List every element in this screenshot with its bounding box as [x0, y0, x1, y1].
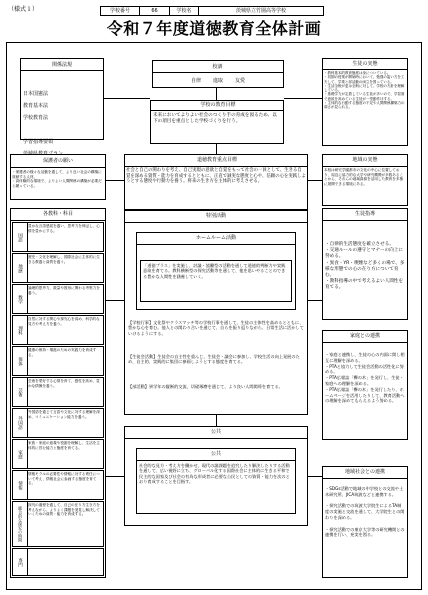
subject-row	[12, 315, 104, 345]
public-header: 公共	[196, 428, 236, 436]
motto-value: 自律	[190, 78, 201, 84]
guidance-header: 生徒指導	[340, 210, 390, 218]
school-name-value: 茨城県立竹園高等学校	[198, 6, 324, 16]
law-item: 教育基本法	[23, 103, 49, 109]
subjects-header: 各教科・科目	[30, 210, 86, 218]
student-status-header: 生徒の実態	[340, 60, 390, 68]
homeroom-header: ホームルーム活動	[176, 234, 256, 242]
subject-desc: 外国語を通じて言語や文化に対する理解を深め、コミュニケーション能力を養う。	[28, 410, 100, 419]
subject-desc	[28, 550, 102, 574]
subject-name: 芸術	[13, 378, 28, 406]
subject-desc: 家族・家庭の意義や役割を理解し、生活を主体的に営む能力と態度を育てる。	[28, 441, 100, 450]
subject-row	[12, 501, 104, 547]
subject-desc: 論理的思考力、数量や図形に関わる考察力を養う。	[28, 286, 100, 295]
school-events-text: 【学校行事】文化祭やクラスマッチ等の学校行事を通して、生徒の主体性を高めるとともに、豊かな心を育む。他人との関わり合いを通じて、自らを振り返りながら、日常生活に活かしていけるようにする。	[128, 320, 304, 336]
subject-desc: 探究の過程を通して、自己の在り方生き方を考えながら、よりよく課題を発見し解決していくための資質・能力を育成する。	[28, 503, 100, 516]
subject-desc: 健康の保持・増進のための実践力を育成する。	[28, 348, 97, 357]
laws-header: 関係法規	[35, 61, 89, 70]
subject-name: 総合的な探究の時間	[13, 502, 28, 546]
guidance-text: ・自律的生活態度を確立させる。 ・交通ルールの遵守とマナーの向上に努める。 ・異食・YR・喫煙など多くの場で、多様な形態での心の在り方について育む。 ・教科指導の中で考えるよい人間性を育てる。	[325, 242, 405, 291]
subject-name: 地歴	[13, 254, 28, 282]
subject-name: 国語	[13, 223, 28, 251]
form-label: （様式１）	[8, 6, 39, 13]
moral-goal-header: 道徳教育重点目標	[172, 156, 262, 164]
subject-desc: 自然に対する関心や探究心を高め、科学的な見方や考え方を養う。	[28, 317, 100, 326]
subject-desc: 歴史・文化を理解し、国際社会に主体的に生きる教養と資質を養う。	[28, 255, 100, 264]
student-status-text: ・教科基本的教育態度は身についている。 ・初期の授業が開始時において、勉強の姿い方を工夫して、学業と部活動の両立を図っている。 ・生活全般が更は全般に対して、学校の方針を理解している。 ・基礎学力が定着している生徒が多いので、学習面で意欲を高めている生徒が一堂動作ほする。 ・主体的な行動する態度の不足や人間関係構築力の弱さが見られる。	[324, 71, 405, 110]
subject-name: 保体	[13, 347, 28, 375]
motto-header: 校訓	[195, 63, 240, 72]
school-number-value: 66	[139, 6, 170, 16]
law-item: 学校教育法	[23, 115, 49, 121]
school-name-label: 学校名	[169, 6, 199, 16]
subject-row	[12, 253, 104, 283]
community-text: 本校は研究学園都市の文化の中心に位置しており、周辺に協力的な大学や研究機関が多数あることから、それらの地域資源を活用した教育を多様に展開できる環境にある。	[324, 168, 404, 186]
community-header: 地域の実態	[340, 156, 390, 164]
subject-row	[12, 377, 104, 407]
subject-name: 理科	[13, 316, 28, 344]
subject-desc: 情報モラルの必要性や情報に対する責任について考え、情報社会に参画する態度を育てる。	[28, 472, 100, 485]
public-inner-header: 公共	[196, 450, 236, 458]
subject-desc: 豊かな言語感覚を養い、思考力を伸ばし、心情を豊かにする。	[28, 224, 100, 233]
subject-row	[12, 284, 104, 314]
subject-row	[12, 346, 104, 376]
subject-row	[12, 439, 104, 469]
law-item: 学習指導要領	[23, 139, 54, 145]
parents-wishes-text: ・保護者の様々な活動を通して、より良い社会の構築に貢献する人材。 ・高体験的な環境で、よりよい人間関係の構築が必要だと願っている。	[12, 170, 102, 188]
subject-row	[12, 548, 104, 576]
special-activities-header: 特別活動	[188, 212, 244, 220]
subject-desc: 芸術を愛好する心情を育て、感性を高め、豊かな情操を養う。	[28, 379, 100, 388]
laws-list	[23, 85, 101, 145]
home-coop-text: ・家庭と連携し、生徒の心の内面に関し相互に理解を深める。 ・PTAと協力して生徒会活動の活性化に努める。 ・PTA広報誌「欅の木」を発行し、生徒・家庭への理解を深める。 ・PTA広報誌「欅の木」を発行したり、ホームページを活用したりして、教育活動への理解を深めてもらえるよう努める。	[325, 352, 405, 404]
moral-goal-text: 社会と自己の関わりを考え、自己実現の意欲と自覚をもって社会の一員として、生きる自覚を深める資質・能力を育成するとともに、正直で誠実な態度と心や、信頼の心を実践しようとする態度や行動力を養う。将来の生き方を主体的に考えさせる。	[126, 168, 306, 185]
community-coop-text: ・SDGs活動で地域の中学校との交流や土木研究所、JICA筑波などと連携する。 ・探究活動での筑波大学院生によるTA制度の実施と交流を通して、大学院生との関わりを深める。 ・探究活動での東京大学等の研究機関との連携を行い、充実を図る。	[325, 486, 405, 538]
motto-value: 進取	[212, 78, 223, 84]
club-text: 【部活動】異学年の縦断的交流、切磋琢磨を通じて、より良い人間関係を育てる。	[128, 384, 283, 389]
law-item	[23, 127, 101, 133]
subject-row	[12, 470, 104, 500]
law-item: 日本国憲法	[23, 91, 49, 97]
home-coop-header: 家庭との連携	[336, 332, 394, 340]
school-goal-text: 未来においてよりよい社会のつくり手の育成を図るため、以下の項目を重点とした学校づくりを行う。	[153, 113, 277, 124]
subject-row	[12, 222, 104, 252]
community-coop-header: 地域社会との連携	[332, 468, 398, 476]
motto-value: 友愛	[235, 78, 246, 84]
parents-wishes-header: 保護者の願い	[28, 157, 88, 165]
student-council-text: 【生徒会活動】生徒会の自主性を重んじ、生徒会・議会に参加し、学校生活の向上発展のため、自主的、実践的に集団に参画しようとする態度を育てる。	[128, 354, 300, 365]
subject-name: 外国語	[13, 409, 28, 437]
subject-name: 専門	[13, 549, 28, 575]
homeroom-text: 「道徳プラス」を実施し、討議・協働型の活動を通して道徳的判断力や実践意欲を育てる。教科横断型の探究活動等を通して、他を思いやることのできる豊かな人間性を涵養していく。	[143, 263, 286, 279]
motto-values	[160, 77, 276, 85]
public-text: 社会的な見方・考え方を働かせ、現代の諸課題を追究したり解決したりする活動を通して、広い視野に立ち、グローバル化する国際社会に主体的に生きる平和で民主的な国家及び社会の有為な形成者に必要な公民としての資質・能力を次のとおり育成することを目指す。	[139, 463, 290, 485]
subject-name: 数学	[13, 285, 28, 313]
school-goal-header: 学校の教育目標	[180, 101, 256, 110]
school-number-label: 学校番号	[100, 6, 140, 16]
page-title: 令和７年度道徳教育全体計画	[106, 19, 322, 38]
subject-name: 家庭	[13, 440, 28, 468]
subject-name: 情報	[13, 471, 28, 499]
subject-row	[12, 408, 104, 438]
